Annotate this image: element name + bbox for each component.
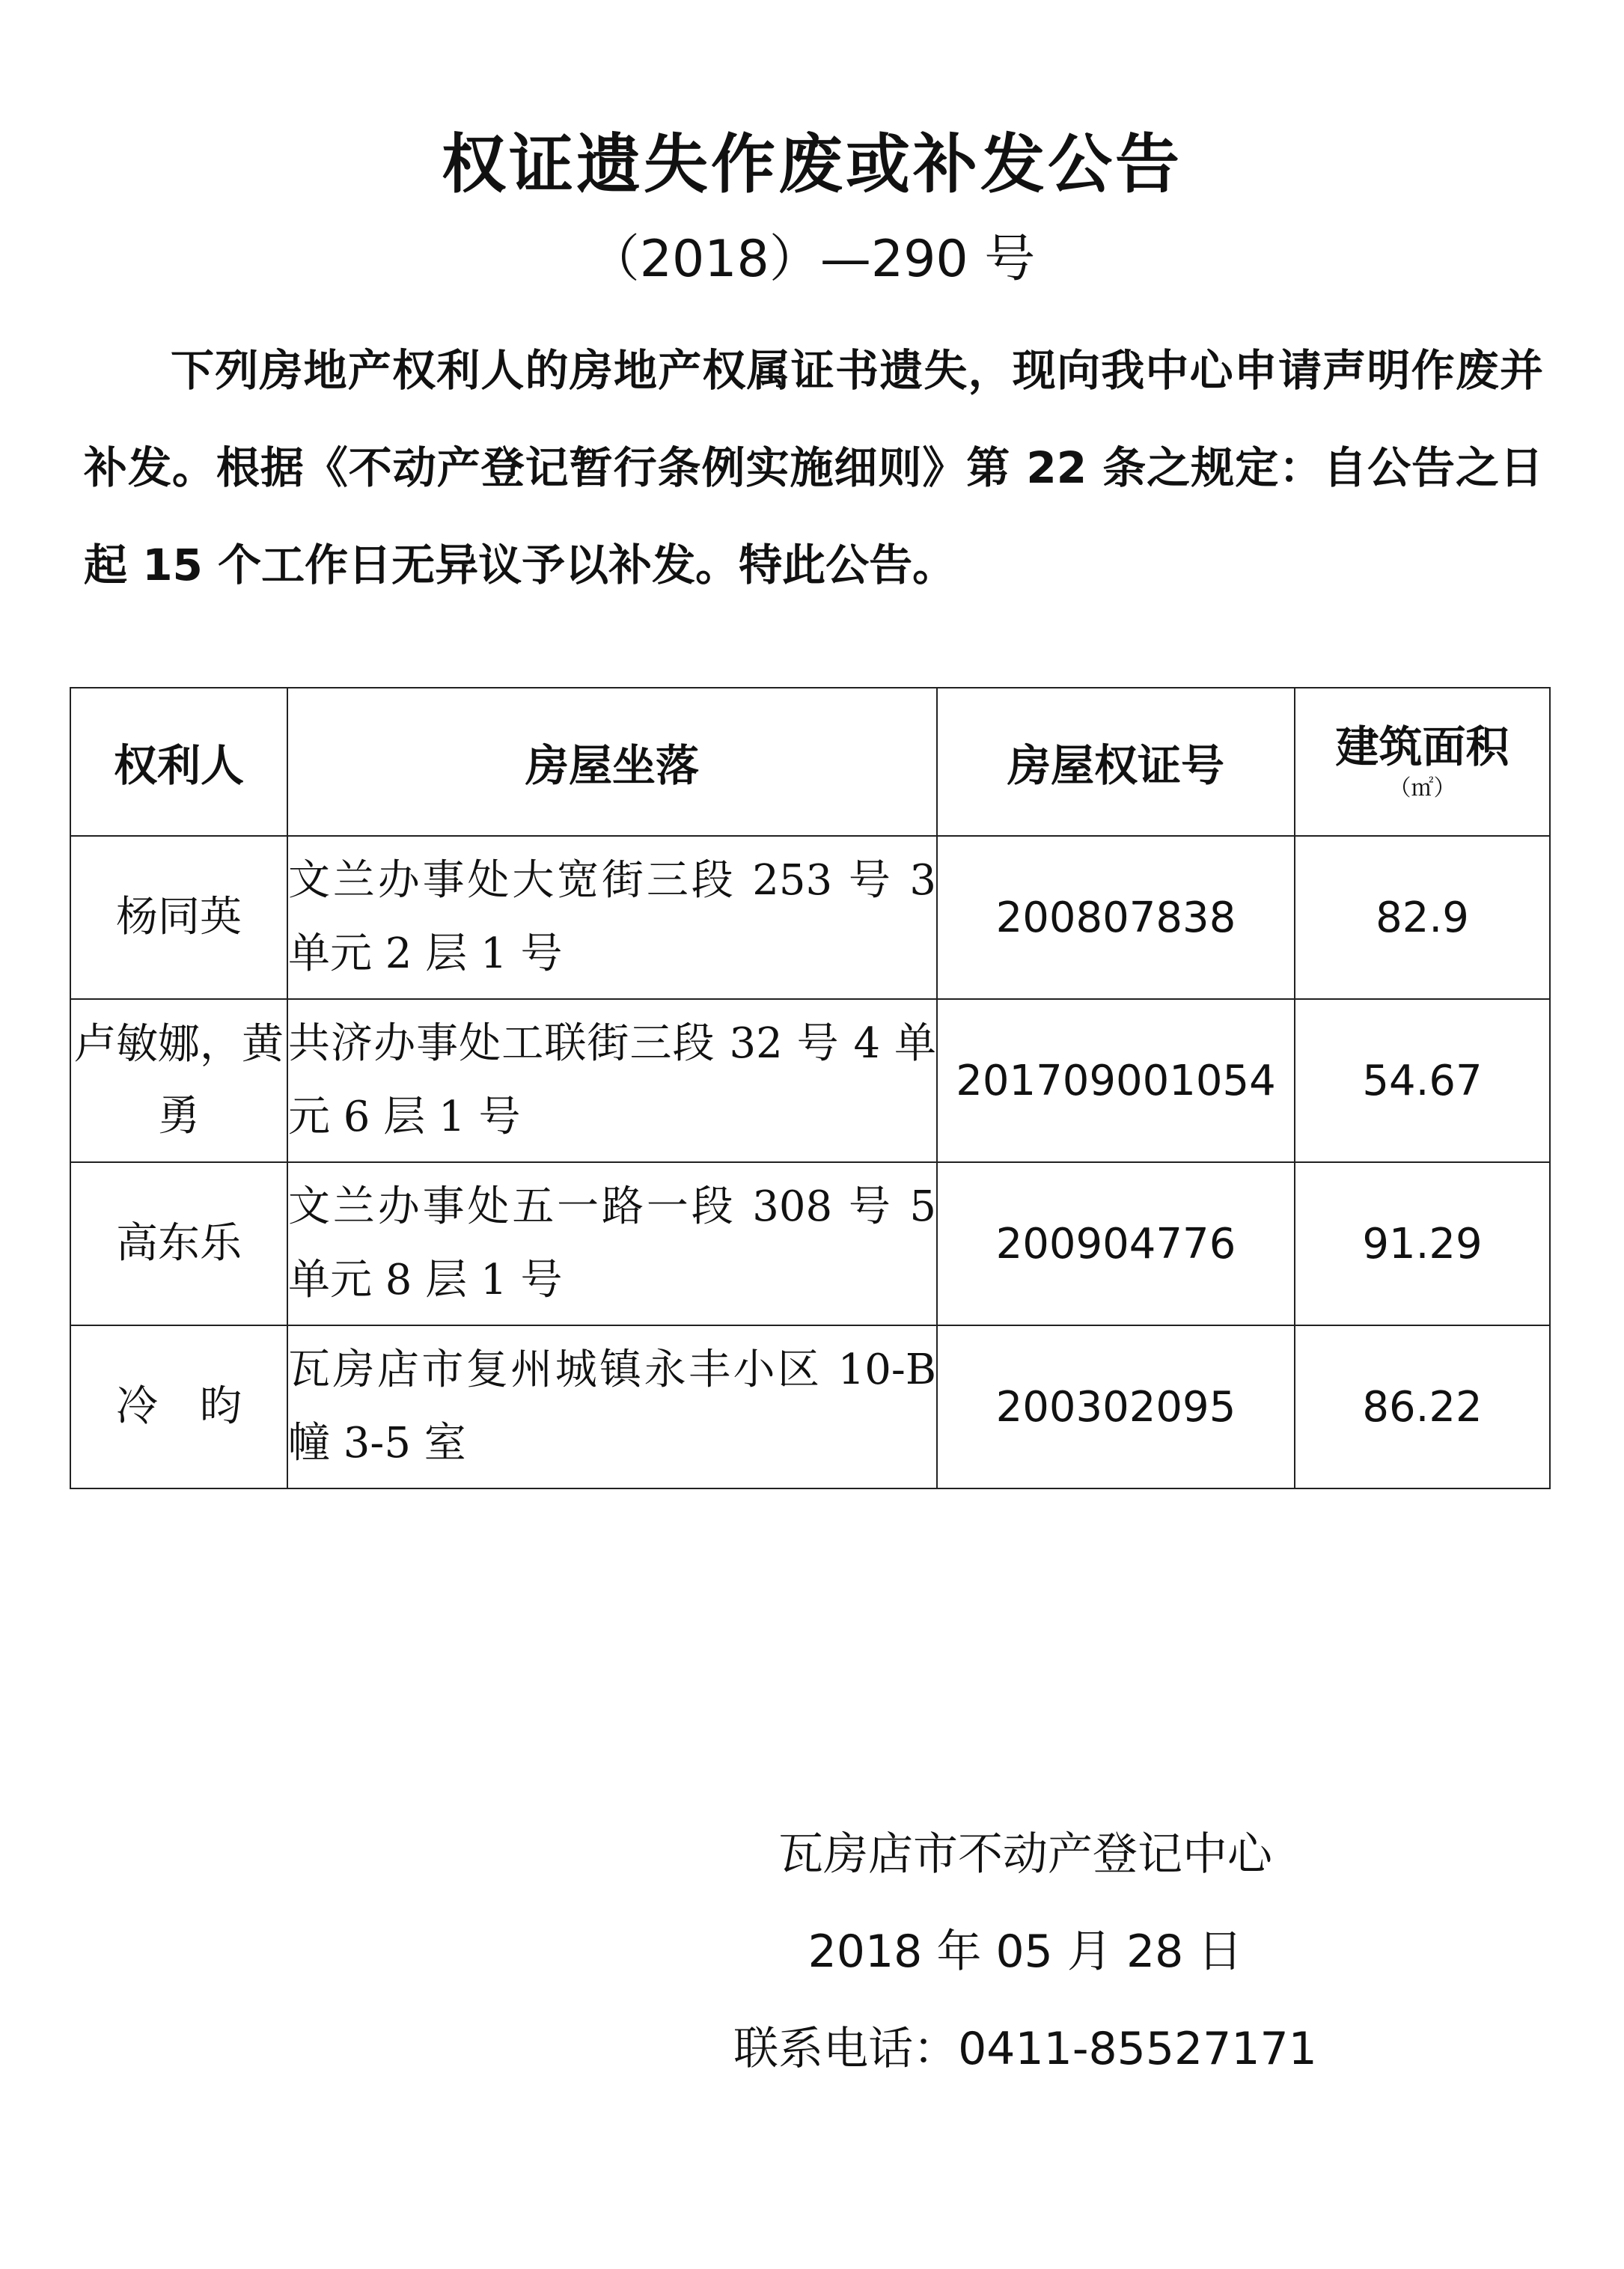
- header-address: 房屋坐落: [287, 688, 937, 836]
- cell-holder: 冷 昀: [70, 1325, 287, 1488]
- notice-intro: [84, 322, 1543, 614]
- header-holder: 权利人: [70, 688, 287, 836]
- notice-title: 权证遗失作废或补发公告: [442, 127, 1182, 202]
- table-row: [70, 999, 1550, 1162]
- intro-paragraph: 下列房地产权利人的房地产权属证书遗失，现向我中心申请声明作废并补发。根据《不动产登记暂行条例实施细则》第 22 条之规定：自公告之日起 15 个工作日无异议予以补发。特此公告。: [84, 345, 1543, 590]
- notice-number: （2018）—290 号: [588, 230, 1036, 289]
- cell-address: 文兰办事处大宽街三段 253 号 3 单元 2 层 1 号: [287, 836, 937, 999]
- cell-area: 82.9: [1295, 836, 1550, 999]
- table-header-row: [70, 688, 1550, 836]
- cell-area: 86.22: [1295, 1325, 1550, 1488]
- table-row: [70, 1325, 1550, 1488]
- cell-cert: 200302095: [937, 1325, 1295, 1488]
- cell-cert: 200807838: [937, 836, 1295, 999]
- cell-area: 54.67: [1295, 999, 1550, 1162]
- table-row: [70, 1162, 1550, 1325]
- header-cert: 房屋权证号: [937, 688, 1295, 836]
- cell-address: 文兰办事处五一路一段 308 号 5 单元 8 层 1 号: [287, 1162, 937, 1325]
- cell-address: 共济办事处工联街三段 32 号 4 单元 6 层 1 号: [287, 999, 937, 1162]
- header-area: [1295, 688, 1550, 836]
- contact-phone: 联系电话：0411-85527171: [733, 2023, 1317, 2075]
- table-row: [70, 836, 1550, 999]
- lost-certificate-table: [70, 687, 1551, 1489]
- issuing-organization: 瓦房店市不动产登记中心: [778, 1828, 1272, 1881]
- cell-holder: 卢敏娜，黄勇: [70, 999, 287, 1162]
- cell-cert: 200904776: [937, 1162, 1295, 1325]
- header-area-label: 建筑面积: [1335, 721, 1509, 772]
- header-area-unit: （㎡）: [1388, 775, 1456, 801]
- cell-address: 瓦房店市复州城镇永丰小区 10-B 幢 3-5 室: [287, 1325, 937, 1488]
- cell-area: 91.29: [1295, 1162, 1550, 1325]
- cell-cert: 201709001054: [937, 999, 1295, 1162]
- cell-holder: 高东乐: [70, 1162, 287, 1325]
- issue-date: 2018 年 05 月 28 日: [808, 1926, 1243, 1978]
- cell-holder: 杨同英: [70, 836, 287, 999]
